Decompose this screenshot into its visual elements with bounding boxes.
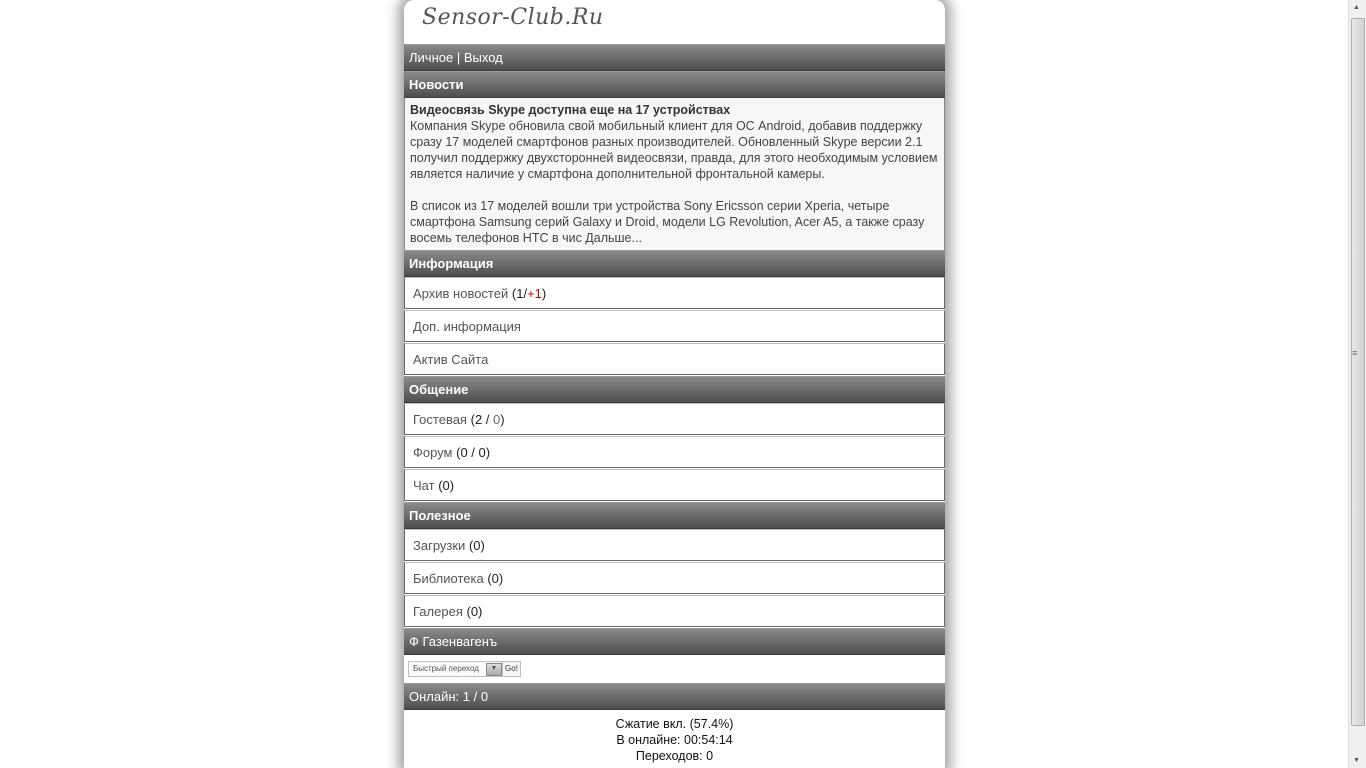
gallery-label: Галерея <box>413 604 463 619</box>
menu-item-chat[interactable] <box>404 469 945 501</box>
online-time: В онлайне: 00:54:14 <box>616 733 733 747</box>
news-block <box>404 98 945 250</box>
news-paragraph-2[interactable]: В список из 17 моделей вошли три устройства Sony Ericsson серии Xperia, четыре смартфона Samsung серий Galaxy и Droid, модели LG Revolution, Acer A5, а также сразу восемь телефонов HTC в чис Дальше... <box>410 199 925 245</box>
gallery-count: (0) <box>466 604 483 619</box>
quick-jump-bar <box>404 655 945 683</box>
news-paragraph-1: Компания Skype обновила свой мобильный клиент для ОС Android, добавив поддержку сразу 17 моделей смартфонов разных производителей. Обновленный Skype версии 2.1 получил поддержку двухсторонней видеосвязи, правда, для этого необходимым условием является наличие у смартфона дополнительной фронтальной камеры. <box>410 119 938 181</box>
personal-link[interactable]: Личное <box>409 50 454 65</box>
menu-item-extra-info[interactable] <box>404 310 945 342</box>
go-button[interactable]: Go! <box>502 661 521 677</box>
menu-item-guestbook[interactable]: Гостевая (2 / 0) <box>404 403 945 435</box>
news-archive-label: Архив новостей <box>413 286 509 301</box>
forum-count: (0 / 0) <box>456 445 491 460</box>
library-label: Библиотека <box>413 571 484 586</box>
nav-separator: | <box>456 50 461 65</box>
online-header[interactable] <box>404 683 945 710</box>
transitions-count: Переходов: 0 <box>635 749 714 763</box>
logout-link[interactable]: Выход <box>463 50 503 65</box>
user-header[interactable] <box>404 628 945 655</box>
menu-item-site-active[interactable] <box>404 343 945 375</box>
username-label: Ф Газенвагенъ <box>409 634 498 649</box>
menu-item-gallery[interactable] <box>404 595 945 627</box>
online-count-label: Онлайн: 1 / 0 <box>409 689 489 704</box>
guestbook-count: 2 <box>474 412 483 427</box>
info-header-label: Информация <box>409 256 494 271</box>
guestbook-label: Гостевая <box>413 412 467 427</box>
news-archive-new-count: +1 <box>527 286 542 301</box>
downloads-count: (0) <box>468 538 485 553</box>
downloads-label: Загрузки <box>413 538 466 553</box>
menu-item-forum[interactable] <box>404 436 945 468</box>
social-header <box>404 376 945 403</box>
site-active-label: Актив Сайта <box>413 352 489 367</box>
vertical-scrollbar[interactable] <box>1348 0 1366 768</box>
chat-label: Чат <box>413 478 435 493</box>
library-count: (0) <box>487 571 504 586</box>
social-header-label: Общение <box>409 382 469 397</box>
chevron-down-icon[interactable]: ▼ <box>486 663 502 676</box>
useful-header-label: Полезное <box>409 508 471 523</box>
forum-label: Форум <box>413 445 453 460</box>
scroll-up-icon[interactable]: ▲ <box>1353 4 1360 11</box>
logo-bar <box>404 0 945 44</box>
news-archive-count: 1 <box>516 286 524 301</box>
menu-item-library[interactable] <box>404 562 945 594</box>
scroll-down-icon[interactable]: ▼ <box>1353 757 1360 764</box>
menu-item-news-archive[interactable]: Архив новостей (1/+1) <box>404 277 945 309</box>
news-header-label: Новости <box>409 77 464 92</box>
extra-info-label: Доп. информация <box>413 319 521 334</box>
useful-header <box>404 502 945 529</box>
compression-status: Сжатие вкл. (57.4%) <box>615 717 734 731</box>
user-nav <box>404 44 945 71</box>
chat-count: (0) <box>438 478 455 493</box>
news-header <box>404 71 945 98</box>
page-container <box>404 0 945 768</box>
site-logo[interactable]: Sensor-Club.Ru <box>422 5 604 30</box>
info-header <box>404 250 945 277</box>
footer-stats <box>404 710 945 764</box>
quick-jump-select[interactable] <box>408 661 504 677</box>
news-title[interactable]: Видеосвязь Skype доступна еще на 17 устройствах <box>410 103 731 117</box>
grip-icon: ≡ <box>1352 348 1358 358</box>
scroll-thumb[interactable] <box>1351 18 1365 726</box>
guestbook-new-count: 0 <box>493 412 501 427</box>
menu-item-downloads[interactable] <box>404 529 945 561</box>
quick-jump-label: Быстрый переход <box>413 664 479 673</box>
